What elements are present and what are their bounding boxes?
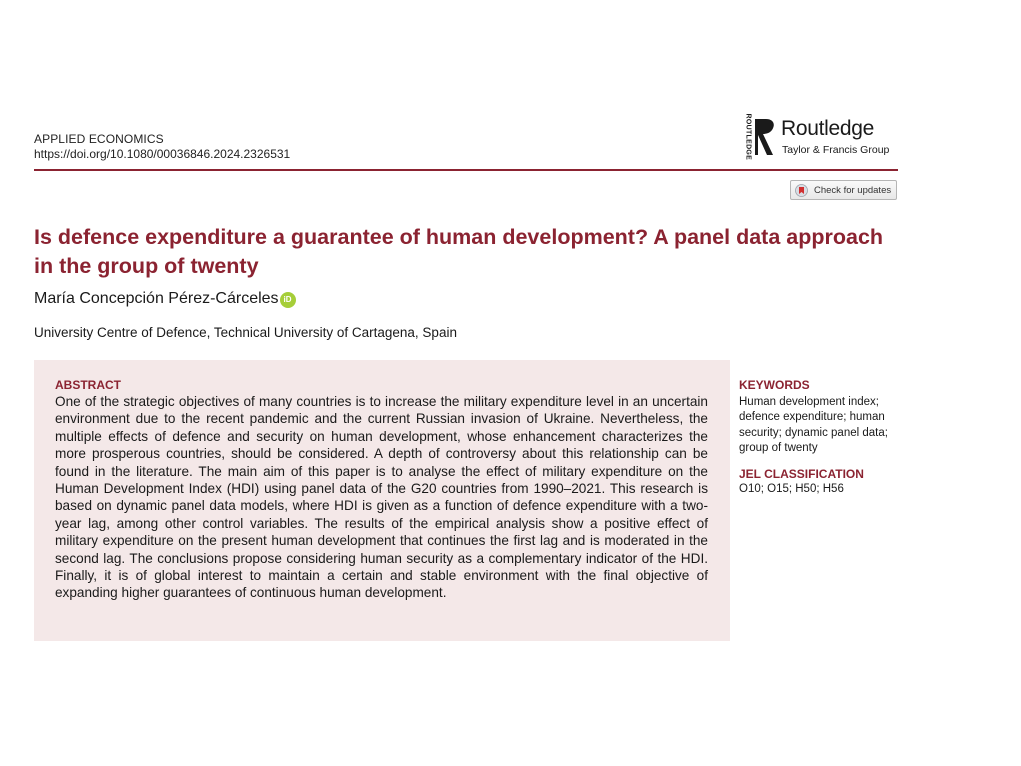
jel-codes: O10; O15; H50; H56 [739, 483, 844, 495]
publisher-group: Taylor & Francis Group [782, 144, 890, 156]
logo-vertical-text: ROUTLEDGE [744, 113, 752, 161]
doi-link[interactable]: https://doi.org/10.1080/00036846.2024.2326531 [34, 147, 291, 161]
check-updates-label: Check for updates [814, 185, 892, 196]
orcid-icon[interactable]: iD [280, 292, 296, 308]
routledge-logo[interactable] [744, 113, 904, 161]
header-rule [34, 169, 898, 171]
check-for-updates-button[interactable] [790, 180, 897, 200]
journal-name: APPLIED ECONOMICS [34, 132, 164, 146]
sidebar-metadata [739, 378, 909, 498]
abstract-text: One of the strategic objectives of many countries is to increase the military expenditure level in an uncertain environment due to the recent pandemic and the current Russian invasion of Ukraine. Nevertheless, the multiple effects of defence and security on human development, whose enhancement characterizes the more prosperous countries, should be considered. A depth of controversy about this relationship can be found in the literature. The main aim of this paper is to analyse the effect of military expenditure on the Human Development Index (HDI) using panel data of the G20 countries from 1990–2021. This research is based on dynamic panel data models, where HDI is given as a function of defence expenditure with a two-year lag, among other control variables. The results of the empirical analysis show a positive effect of military expenditure on the present human development that continues the first lag and is moderated in the second lag. The conclusions propose considering human security as a complementary indicator of the HDI. Finally, it is of global interest to maintain a certain and stable environment with the final objective of expanding higher guarantees of continuous human development. [55, 394, 708, 601]
keywords-heading: KEYWORDS [739, 378, 810, 392]
author-name[interactable]: María Concepción Pérez-Cárceles [34, 290, 279, 307]
abstract-heading: ABSTRACT [55, 378, 121, 392]
check-updates-icon [795, 184, 808, 197]
journal-header [34, 132, 290, 162]
affiliation: University Centre of Defence, Technical University of Cartagena, Spain [34, 325, 457, 340]
routledge-r-icon [754, 117, 778, 159]
jel-heading: JEL CLASSIFICATION [739, 466, 864, 481]
abstract-box [34, 360, 730, 641]
article-title: Is defence expenditure a guarantee of human development? A panel data approach in the group of twenty [34, 225, 884, 278]
author-line [34, 290, 296, 308]
publisher-name: Routledge [781, 117, 875, 140]
keywords-text: Human development index; defence expenditure; human security; dynamic panel data; group of twenty [739, 395, 888, 454]
